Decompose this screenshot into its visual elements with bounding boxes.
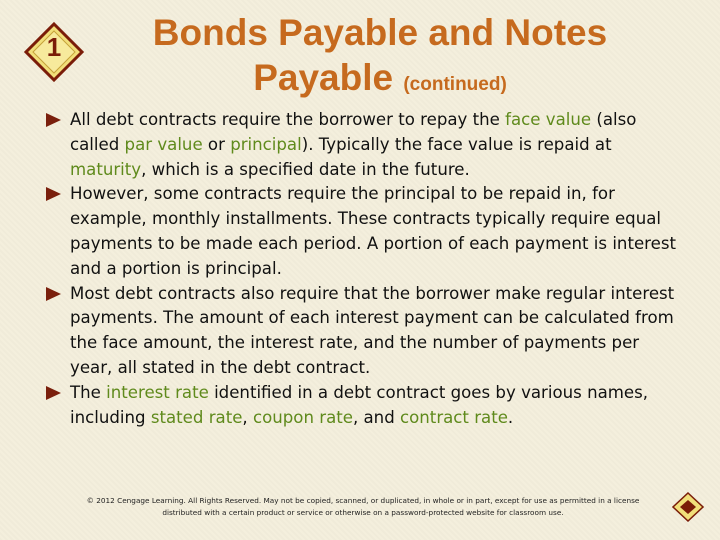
bullet-text: The	[70, 382, 107, 402]
copyright-line-2: distributed with a certain product or service or otherwise on a password-protected website for classroom use.	[162, 508, 564, 517]
bullet-text: Most debt contracts also require that the borrower make regular interest payments. The amount of each interest payment can be calculated from the face amount, the interest rate, and the number of payments per year, all stated in the debt contract.	[70, 283, 675, 377]
bullet-text: , which is a specified date in the future.	[141, 159, 470, 179]
key-term: coupon rate	[252, 407, 353, 427]
copyright-notice	[50, 495, 676, 519]
bullet-text: ). Typically the face value is repaid at	[301, 134, 612, 154]
key-term: par value	[124, 134, 203, 154]
right-triangle-bullet-icon	[46, 287, 61, 301]
title-line-1: Bonds Payable and Notes	[152, 12, 608, 53]
right-triangle-bullet-icon	[46, 386, 61, 400]
slide-title	[110, 10, 650, 107]
bullet-text: All debt contracts require the borrower to repay the	[70, 110, 506, 129]
corner-diamond-logo-icon	[672, 492, 704, 522]
bullet-item	[44, 282, 684, 381]
title-line-2	[110, 55, 650, 107]
bullet-text: .	[507, 407, 514, 427]
bullet-item	[44, 108, 684, 182]
bullet-item	[44, 182, 684, 281]
right-triangle-bullet-icon	[46, 187, 61, 201]
key-term: face value	[505, 110, 592, 129]
bullet-text: or	[202, 134, 231, 154]
bullet-text: , and	[352, 407, 401, 427]
key-term: contract rate	[400, 407, 508, 427]
key-term: maturity	[70, 159, 142, 179]
bullet-item	[44, 381, 684, 431]
bullet-text: However, some contracts require the principal to be repaid in, for example, monthly installments. These contracts typically require equal payments to be made each period. A portion of each payment is interest and a portion is principal.	[70, 184, 676, 278]
title-line-2-text: Payable	[253, 57, 394, 98]
bullet-text: ,	[242, 407, 253, 427]
objective-badge	[24, 22, 84, 82]
title-suffix: (continued)	[403, 74, 507, 95]
key-term: stated rate	[150, 407, 243, 427]
key-term: interest rate	[106, 382, 209, 402]
right-triangle-bullet-icon	[46, 113, 61, 127]
bullet-text: identified in a debt contract goes by various names, including	[70, 382, 649, 427]
bullet-text: (also called	[70, 110, 637, 154]
key-term: principal	[230, 134, 302, 154]
badge-number: 1	[46, 32, 62, 62]
bullet-list	[44, 108, 684, 430]
copyright-line-1: © 2012 Cengage Learning. All Rights Reserved. May not be copied, scanned, or duplicated, in whole or in part, except for use as permitted in a license	[86, 496, 640, 505]
